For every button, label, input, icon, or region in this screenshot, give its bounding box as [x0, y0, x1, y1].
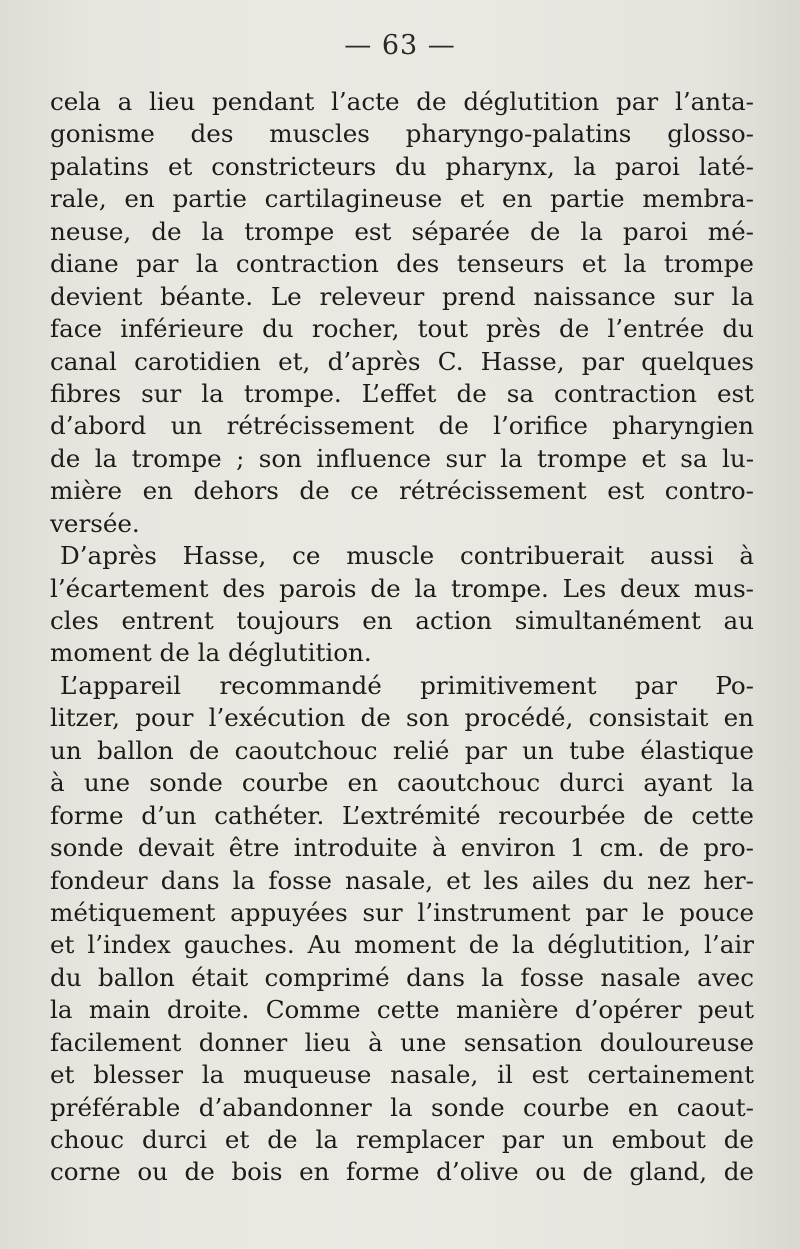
- text-line: et l’index gauches. Au moment de la déglutition, l’air: [50, 930, 754, 960]
- text-line: sonde devait être introduite à environ 1 cm. de pro-: [50, 833, 754, 863]
- text-line: chouc durci et de la remplacer par un embout de: [50, 1125, 754, 1154]
- text-line: corne ou de bois en forme d’olive ou de gland, de: [50, 1157, 754, 1187]
- text-line: litzer, pour l’exécution de son procédé, consistait en: [50, 703, 754, 733]
- text-line: versée.: [50, 508, 140, 538]
- text-line: cela a lieu pendant l’acte de déglutition par l’anta-: [50, 87, 754, 116]
- text-line: du ballon était comprimé dans la fosse nasale avec: [50, 962, 754, 992]
- page-number: — 63 —: [344, 30, 456, 61]
- text-line: devient béante. Le releveur prend naissance sur la: [50, 281, 754, 311]
- text-line: D’après Hasse, ce muscle contribuerait aussi à: [60, 541, 754, 571]
- body-text: [50, 86, 754, 1189]
- text-line: un ballon de caoutchouc relié par un tube élastique: [50, 735, 754, 765]
- text-line: à une sonde courbe en caoutchouc durci ayant la: [50, 768, 754, 798]
- text-line: diane par la contraction des tenseurs et la trompe: [50, 249, 754, 279]
- text-line: mière en dehors de ce rétrécissement est contro-: [50, 476, 754, 506]
- text-line: L’appareil recommandé primitivement par Po-: [60, 670, 754, 700]
- text-line: la main droite. Comme cette manière d’opérer peut: [50, 995, 754, 1025]
- text-line: préférable d’abandonner la sonde courbe en caout-: [50, 1092, 754, 1122]
- text-line: forme d’un cathéter. L’extrémité recourbée de cette: [50, 800, 754, 830]
- text-line: de la trompe ; son influence sur la trompe et sa lu-: [50, 443, 754, 473]
- text-line: face inférieure du rocher, tout près de l’entrée du: [50, 314, 754, 344]
- text-line: métiquement appuyées sur l’instrument par le pouce: [50, 897, 754, 927]
- text-line: fondeur dans la fosse nasale, et les ailes du nez her-: [50, 865, 754, 895]
- text-line: neuse, de la trompe est séparée de la paroi mé-: [50, 216, 754, 246]
- text-line: facilement donner lieu à une sensation douloureuse: [50, 1027, 754, 1057]
- text-line: gonisme des muscles pharyngo-palatins glosso-: [50, 119, 754, 149]
- text-line: cles entrent toujours en action simultanément au: [50, 606, 754, 635]
- text-line: rale, en partie cartilagineuse et en partie membra-: [50, 184, 754, 214]
- text-line: canal carotidien et, d’après C. Hasse, par quelques: [50, 346, 754, 376]
- text-line: moment de la déglutition.: [50, 638, 372, 668]
- text-line: fibres sur la trompe. L’effet de sa contraction est: [50, 378, 754, 408]
- text-line: et blesser la muqueuse nasale, il est certainement: [50, 1060, 754, 1090]
- text-line: l’écartement des parois de la trompe. Les deux mus-: [50, 573, 754, 603]
- text-line: palatins et constricteurs du pharynx, la paroi laté-: [50, 151, 754, 181]
- text-line: d’abord un rétrécissement de l’orifice pharyngien: [50, 411, 754, 441]
